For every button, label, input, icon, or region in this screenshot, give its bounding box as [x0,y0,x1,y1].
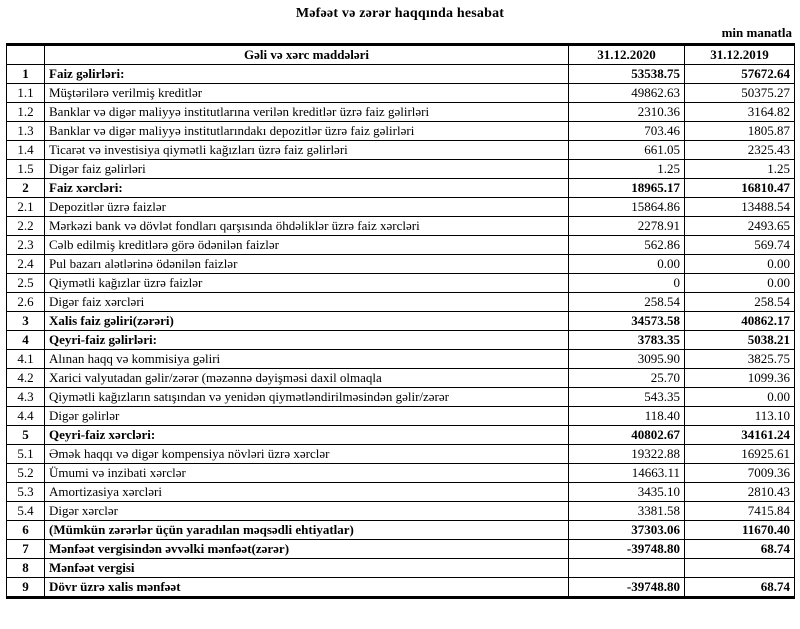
header-date-2019-cell: 31.12.2019 [685,45,795,65]
row-description-cell: Qiymətli kağızlar üzrə faizlər [45,274,569,293]
row-description-cell: Qiymətli kağızların satışından və yenidən qiymətləndirilməsindən gəlir/zərər [45,388,569,407]
row-description-cell: Faiz gəlirləri: [45,65,569,84]
table-row [7,122,795,141]
row-description-cell: Qeyri-faiz gəlirləri: [45,331,569,350]
row-number-cell: 6 [7,521,45,540]
row-value-2019-cell: 34161.24 [685,426,795,445]
row-number-cell: 4.4 [7,407,45,426]
table-row [7,84,795,103]
row-value-2019-cell: 50375.27 [685,84,795,103]
row-value-2019-cell: 3825.75 [685,350,795,369]
table-row [7,502,795,521]
table-row [7,179,795,198]
table-row [7,369,795,388]
row-value-2019-cell: 7415.84 [685,502,795,521]
table-row [7,521,795,540]
row-value-2020-cell: 0.00 [569,255,685,274]
table-row [7,483,795,502]
row-description-cell: Xalis faiz gəliri(zərəri) [45,312,569,331]
row-value-2020-cell: 49862.63 [569,84,685,103]
row-number-cell: 5.3 [7,483,45,502]
row-description-cell: Ümumi və inzibati xərclər [45,464,569,483]
row-value-2020-cell: 19322.88 [569,445,685,464]
table-row [7,312,795,331]
row-value-2020-cell: 543.35 [569,388,685,407]
row-description-cell: Xarici valyutadan gəlir/zərər (məzənnə dəyişməsi daxil olmaqla [45,369,569,388]
table-row [7,350,795,369]
table-row [7,141,795,160]
row-description-cell: Digər faiz gəlirləri [45,160,569,179]
row-value-2019-cell: 258.54 [685,293,795,312]
table-row [7,274,795,293]
row-value-2019-cell: 68.74 [685,578,795,598]
row-number-cell: 5.2 [7,464,45,483]
row-number-cell: 1.1 [7,84,45,103]
row-value-2020-cell: 15864.86 [569,198,685,217]
row-value-2020-cell: 3095.90 [569,350,685,369]
row-value-2019-cell: 13488.54 [685,198,795,217]
row-value-2020-cell: 258.54 [569,293,685,312]
row-description-cell: Digər faiz xərcləri [45,293,569,312]
row-number-cell: 1.3 [7,122,45,141]
row-number-cell: 1 [7,65,45,84]
row-number-cell: 1.5 [7,160,45,179]
row-number-cell: 5.1 [7,445,45,464]
row-number-cell: 9 [7,578,45,598]
row-value-2019-cell: 2493.65 [685,217,795,236]
profit-loss-table [6,43,795,599]
row-number-cell: 2.1 [7,198,45,217]
table-row [7,217,795,236]
table-row [7,103,795,122]
row-value-2020-cell [569,559,685,578]
row-value-2020-cell: 25.70 [569,369,685,388]
table-row [7,578,795,598]
header-row [7,45,795,65]
row-value-2020-cell: 0 [569,274,685,293]
row-value-2019-cell: 569.74 [685,236,795,255]
row-value-2020-cell: 2278.91 [569,217,685,236]
row-value-2019-cell: 16925.61 [685,445,795,464]
row-value-2019-cell: 0.00 [685,255,795,274]
row-number-cell: 2.6 [7,293,45,312]
table-header [7,45,795,65]
page-title: Məfəət və zərər haqqında hesabat [295,6,505,21]
row-value-2020-cell: 703.46 [569,122,685,141]
row-description-cell: Dövr üzrə xalis mənfəət [45,578,569,598]
row-number-cell: 4.1 [7,350,45,369]
row-value-2019-cell: 57672.64 [685,65,795,84]
table-row [7,388,795,407]
row-value-2020-cell: 118.40 [569,407,685,426]
row-value-2019-cell: 2325.43 [685,141,795,160]
table-row [7,331,795,350]
table-row [7,293,795,312]
row-number-cell: 3 [7,312,45,331]
table-row [7,160,795,179]
row-number-cell: 2.4 [7,255,45,274]
row-description-cell: Banklar və digər maliyyə institutlarındakı depozitlər üzrə faiz gəlirləri [45,122,569,141]
row-number-cell: 5.4 [7,502,45,521]
table-row [7,426,795,445]
row-description-cell: Pul bazarı alətlərinə ödənilən faizlər [45,255,569,274]
row-description-cell: (Mümkün zərərlər üçün yaradılan məqsədli ehtiyatlar) [45,521,569,540]
row-value-2020-cell: 14663.11 [569,464,685,483]
row-value-2019-cell: 0.00 [685,388,795,407]
row-value-2019-cell: 11670.40 [685,521,795,540]
header-description-cell: Gəli və xərc maddələri [45,45,569,65]
row-value-2019-cell [685,559,795,578]
row-number-cell: 2.3 [7,236,45,255]
row-value-2019-cell: 7009.36 [685,464,795,483]
row-number-cell: 4.3 [7,388,45,407]
row-description-cell: Banklar və digər maliyyə institutlarına verilən kreditlər üzrə faiz gəlirləri [45,103,569,122]
row-description-cell: Faiz xərcləri: [45,179,569,198]
row-value-2019-cell: 1.25 [685,160,795,179]
row-value-2019-cell: 16810.47 [685,179,795,198]
row-value-2020-cell: 1.25 [569,160,685,179]
row-description-cell: Əmək haqqı və digər kompensiya növləri üzrə xərclər [45,445,569,464]
table-row [7,464,795,483]
row-description-cell: Qeyri-faiz xərcləri: [45,426,569,445]
row-description-cell: Depozitlər üzrə faizlər [45,198,569,217]
row-value-2019-cell: 0.00 [685,274,795,293]
row-value-2020-cell: 37303.06 [569,521,685,540]
row-value-2020-cell: -39748.80 [569,578,685,598]
row-value-2020-cell: 562.86 [569,236,685,255]
row-value-2020-cell: 53538.75 [569,65,685,84]
row-description-cell: Mərkəzi bank və dövlət fondları qarşısında öhdəliklər üzrə faiz xərcləri [45,217,569,236]
row-value-2019-cell: 1099.36 [685,369,795,388]
row-description-cell: Digər gəlirlər [45,407,569,426]
table-row [7,198,795,217]
row-value-2020-cell: 661.05 [569,141,685,160]
header-number-cell [7,45,45,65]
table-row [7,540,795,559]
row-value-2020-cell: 3381.58 [569,502,685,521]
row-description-cell: Mənfəət vergisi [45,559,569,578]
table-row [7,255,795,274]
row-number-cell: 2.2 [7,217,45,236]
row-value-2019-cell: 3164.82 [685,103,795,122]
row-description-cell: Amortizasiya xərcləri [45,483,569,502]
table-row [7,65,795,84]
row-value-2020-cell: -39748.80 [569,540,685,559]
row-value-2019-cell: 68.74 [685,540,795,559]
row-number-cell: 1.2 [7,103,45,122]
row-value-2019-cell: 40862.17 [685,312,795,331]
row-value-2020-cell: 3783.35 [569,331,685,350]
row-description-cell: Alınan haqq və kommisiya gəliri [45,350,569,369]
row-value-2020-cell: 18965.17 [569,179,685,198]
row-value-2020-cell: 2310.36 [569,103,685,122]
row-number-cell: 4 [7,331,45,350]
row-value-2020-cell: 3435.10 [569,483,685,502]
table-body [7,65,795,598]
row-value-2019-cell: 113.10 [685,407,795,426]
table-row [7,236,795,255]
row-description-cell: Digər xərclər [45,502,569,521]
row-number-cell: 2.5 [7,274,45,293]
row-value-2019-cell: 5038.21 [685,331,795,350]
row-number-cell: 8 [7,559,45,578]
row-number-cell: 5 [7,426,45,445]
row-number-cell: 4.2 [7,369,45,388]
row-description-cell: Ticarət və investisiya qiymətli kağızları üzrə faiz gəlirləri [45,141,569,160]
row-description-cell: Müştərilərə verilmiş kreditlər [45,84,569,103]
row-number-cell: 2 [7,179,45,198]
row-value-2019-cell: 2810.43 [685,483,795,502]
unit-label: min manatla [721,25,792,40]
table-row [7,559,795,578]
table-row [7,445,795,464]
row-number-cell: 7 [7,540,45,559]
header-date-2020-cell: 31.12.2020 [569,45,685,65]
row-number-cell: 1.4 [7,141,45,160]
row-value-2020-cell: 34573.58 [569,312,685,331]
row-value-2019-cell: 1805.87 [685,122,795,141]
row-value-2020-cell: 40802.67 [569,426,685,445]
row-description-cell: Mənfəət vergisindən əvvəlki mənfəət(zərər) [45,540,569,559]
row-description-cell: Cəlb edilmiş kreditlərə görə ödənilən faizlər [45,236,569,255]
table-row [7,407,795,426]
